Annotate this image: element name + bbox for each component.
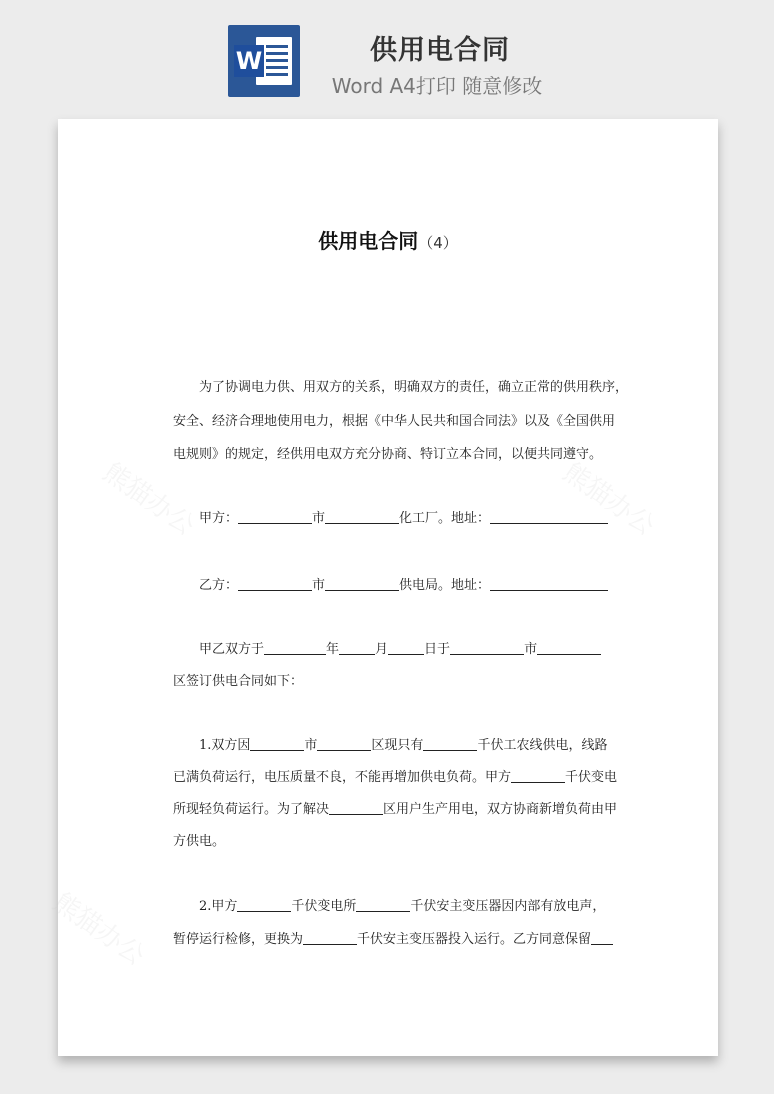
blank-field[interactable] <box>339 640 375 655</box>
clause2-text: 千伏安主变压器因内部有放电声， <box>410 899 606 914</box>
watermark: 熊猫办公 <box>97 457 200 542</box>
sign-lead: 甲乙双方于 <box>199 642 265 657</box>
blank-field[interactable] <box>450 640 524 655</box>
clause1-text: 所现轻负荷运行。为了解决 <box>173 802 330 817</box>
blank-field[interactable] <box>329 800 383 815</box>
clause1-text: 区用户生产用电，双方协商新增负荷由甲 <box>383 802 618 817</box>
blank-field[interactable] <box>317 736 371 751</box>
clause2-text: 千伏变电所 <box>291 899 357 914</box>
clause1-text: 已满负荷运行，电压质量不良，不能再增加供电负荷。甲方 <box>173 770 512 785</box>
blank-field[interactable] <box>356 897 410 912</box>
document-page <box>47 119 718 1056</box>
blank-field[interactable] <box>238 576 312 591</box>
party-a-line <box>199 509 603 529</box>
blank-field[interactable] <box>490 576 608 591</box>
intro-line: 安全、经济合理地使用电力，根据《中华人民共和国合同法》以及《全国供用 <box>173 414 616 429</box>
blank-field[interactable] <box>264 640 326 655</box>
header-title: 供用电合同 <box>370 35 510 66</box>
blank-field[interactable] <box>238 509 312 524</box>
word-icon <box>228 25 300 97</box>
sign-line-2: 区签订供电合同如下： <box>173 674 304 689</box>
sign-city: 市 <box>524 642 538 657</box>
blank-field[interactable] <box>388 640 424 655</box>
clause2-text: 千伏安主变压器投入运行。乙方同意保留 <box>357 932 592 947</box>
clause2-line <box>173 930 603 950</box>
blank-field[interactable] <box>237 897 291 912</box>
intro-line: 电规则》的规定，经供用电双方充分协商、特订立本合同，以便共同遵守。 <box>173 447 603 462</box>
sign-month: 月 <box>375 642 389 657</box>
document-title <box>58 225 718 254</box>
clause1-line: 方供电。 <box>173 834 226 849</box>
clause1-text: 1.双方因 <box>199 738 251 753</box>
clause1-text: 区现只有 <box>371 738 424 753</box>
clause1-text: 市 <box>304 738 318 753</box>
party-b-city: 市 <box>312 578 326 593</box>
clause1-line <box>199 736 608 756</box>
sign-day: 日于 <box>424 642 451 657</box>
party-a-label: 甲方： <box>199 511 239 526</box>
party-b-label: 乙方： <box>199 578 239 593</box>
document-title-text: 供用电合同 <box>318 229 419 253</box>
watermark: 熊猫办公 <box>557 457 660 542</box>
clause2-line <box>199 897 606 917</box>
blank-field[interactable] <box>490 509 608 524</box>
clause2-text: 2.甲方 <box>199 899 238 914</box>
intro-line: 为了协调电力供、用双方的关系，明确双方的责任，确立正常的供用秩序， <box>199 380 629 395</box>
clause1-line <box>173 800 618 820</box>
party-b-line <box>199 576 603 596</box>
sign-line <box>199 640 603 660</box>
blank-field[interactable] <box>537 640 601 655</box>
word-icon-letter: W <box>235 47 263 75</box>
party-b-bureau: 供电局。地址： <box>399 578 491 593</box>
blank-field[interactable] <box>423 736 477 751</box>
blank-field[interactable] <box>303 930 357 945</box>
header-subtitle: Word A4打印 随意修改 <box>331 74 543 98</box>
blank-field[interactable] <box>325 509 399 524</box>
blank-field[interactable] <box>591 930 613 945</box>
clause1-text: 千伏变电 <box>565 770 618 785</box>
document-title-suffix: （4） <box>418 234 458 252</box>
clause1-text: 千伏工农线供电，线路 <box>477 738 608 753</box>
blank-field[interactable] <box>325 576 399 591</box>
sign-year: 年 <box>326 642 340 657</box>
header <box>0 0 774 110</box>
party-a-factory: 化工厂。地址： <box>399 511 491 526</box>
clause1-line <box>173 768 618 788</box>
clause2-text: 暂停运行检修，更换为 <box>173 932 304 947</box>
watermark: 熊猫办公 <box>47 887 150 972</box>
blank-field[interactable] <box>250 736 304 751</box>
blank-field[interactable] <box>511 768 565 783</box>
party-a-city: 市 <box>312 511 326 526</box>
